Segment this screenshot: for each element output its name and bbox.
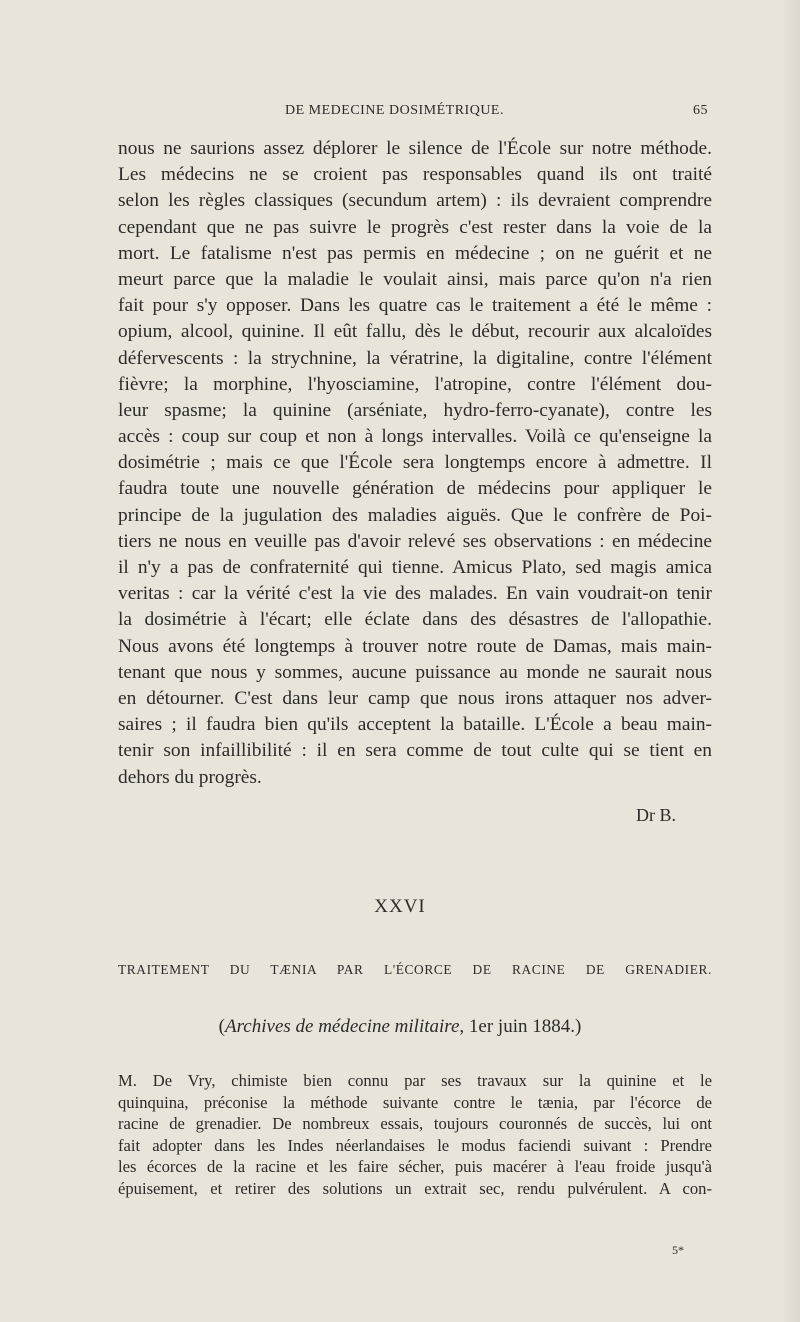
text-line: opium, alcool, quinine. Il eût fallu, dès le début, recourir aux alcaloïdes (118, 321, 712, 343)
text-line: défervescents : la strychnine, la vératrine, la digitaline, contre l'élément (118, 347, 712, 369)
text-line: M. De Vry, chimiste bien connu par ses travaux sur la quinine et le (118, 1071, 712, 1090)
text-line: fait pour s'y opposer. Dans les quatre cas le traitement a été le même : (118, 295, 712, 317)
text-line: veritas : car la vérité c'est la vie des malades. En vain voudrait-on tenir (118, 583, 712, 605)
page-edge-shadow (782, 0, 800, 1322)
text-line: faudra toute une nouvelle génération de médecins pour appliquer le (118, 478, 712, 500)
source-citation (0, 1016, 800, 1038)
page-number: 65 (693, 103, 708, 118)
text-line: quinquina, préconise la méthode suivante contre le tænia, par l'écorce de (118, 1092, 712, 1112)
text-line: fièvre; la morphine, l'hyosciamine, l'atropine, contre l'élément dou- (118, 373, 712, 395)
chapter-number: XXVI (374, 896, 426, 917)
text-line: leur spasme; la quinine (arséniate, hydro-ferro-cyanate), contre les (118, 399, 712, 421)
text-line: saires ; il faudra bien qu'ils acceptent la bataille. L'École a beau main- (118, 714, 712, 736)
text-line: nous ne saurions assez déplorer le silence de l'École sur notre méthode. (118, 138, 712, 159)
source-open: ( (218, 1016, 225, 1037)
author-signature: Dr B. (636, 805, 676, 825)
printer-signature-mark: 5* (672, 1243, 684, 1257)
text-line: accès : coup sur coup et non à longs intervalles. Voilà ce qu'enseigne la (118, 426, 712, 448)
source-date: , 1er juin 1884.) (459, 1016, 582, 1037)
text-line: tenir son infaillibilité : il en sera comme de tout culte qui se tient en (118, 740, 712, 762)
text-line: dosimétrie ; mais ce que l'École sera longtemps encore à admettre. Il (118, 452, 712, 474)
text-line: épuisement, et retirer des solutions un extrait sec, rendu pulvérulent. A con- (118, 1178, 712, 1198)
running-title: DE MEDECINE DOSIMÉTRIQUE. (285, 103, 504, 118)
text-line: principe de la jugulation des maladies aiguës. Que le confrère de Poi- (118, 504, 712, 526)
text-line: dehors du progrès. (118, 766, 262, 788)
text-line: fait adopter dans les Indes néerlandaises le modus faciendi suivant : Prendre (118, 1135, 712, 1155)
text-line: tiers ne nous en veuille pas d'avoir relevé ses observations : en médecine (118, 530, 712, 552)
text-line: cependant que ne pas suivre le progrès c'est rester dans la voie de la (118, 216, 712, 238)
source-journal: Archives de médecine militaire (225, 1016, 460, 1037)
text-line: racine de grenadier. De nombreux essais, toujours couronnés de succès, lui ont (118, 1114, 712, 1134)
text-line: mort. Le fatalisme n'est pas permis en médecine ; on ne guérit et ne (118, 242, 712, 264)
chapter-title: TRAITEMENT DU TÆNIA PAR L'ÉCORCE DE RACINE DE GRENADIER. (118, 962, 712, 977)
text-line: les écorces de la racine et les faire sécher, puis macérer à l'eau froide jusqu'à (118, 1157, 712, 1177)
text-line: meurt parce que la maladie le voulait ainsi, mais parce qu'on n'a rien (118, 268, 712, 290)
text-line: en détourner. C'est dans leur camp que nous irons attaquer nos adver- (118, 687, 712, 709)
text-line: il n'y a pas de confraternité qui tienne. Amicus Plato, sed magis amica (118, 557, 712, 578)
chapter-paragraph (118, 1070, 712, 1200)
text-line: Les médecins ne se croient pas responsables quand ils ont traité (118, 164, 712, 186)
text-line: selon les règles classiques (secundum artem) : ils devraient comprendre (118, 190, 712, 212)
body-paragraph (118, 136, 712, 791)
text-line: tenant que nous y sommes, aucune puissance au monde ne saurait nous (118, 661, 712, 683)
text-line: la dosimétrie à l'écart; elle éclate dans des désastres de l'allopathie. (118, 609, 712, 631)
text-line: Nous avons été longtemps à trouver notre route de Damas, mais main- (118, 635, 712, 657)
